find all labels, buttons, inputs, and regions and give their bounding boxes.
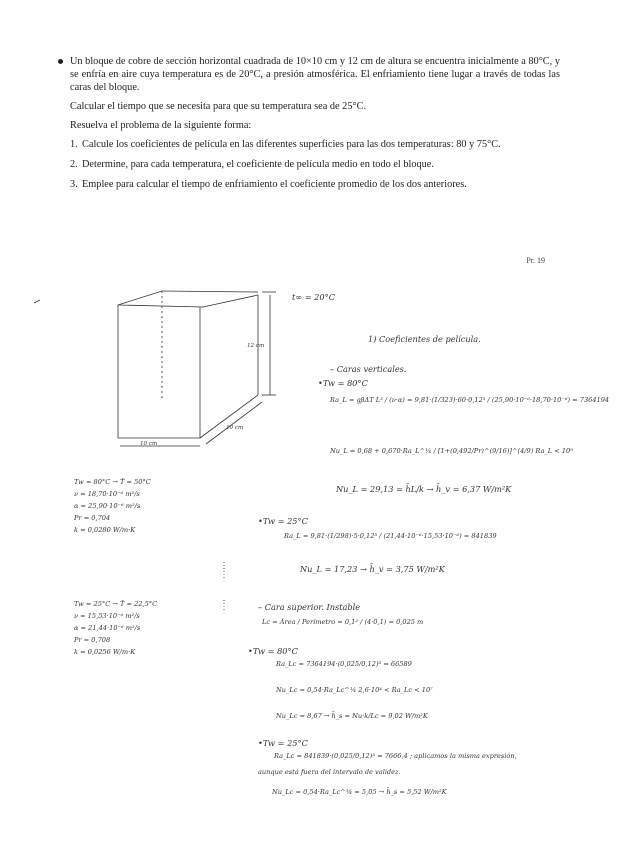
problem-question: Calcular el tiempo que se necesita para que su temperatura sea de 25°C. bbox=[70, 101, 367, 112]
problem-instruction: Resuelva el problema de la siguiente forma: bbox=[70, 120, 252, 131]
tw80-upper-label: •Tw = 80°C bbox=[248, 646, 298, 656]
props-25-line: α = 21,44·10⁻⁶ m²/s bbox=[74, 624, 141, 632]
nusselt-25-result: Nu_L = 17,23 → h̄_v = 3,75 W/m²K bbox=[300, 564, 445, 574]
props-80-line: Tw = 80°C → T̄ = 50°C bbox=[74, 478, 151, 486]
dim-width: 10 cm bbox=[140, 441, 158, 447]
tw80-label: •Tw = 80°C bbox=[318, 378, 368, 388]
t-inf-note: t∞ = 20°C bbox=[292, 292, 335, 302]
props-25-line: k = 0,0256 W/m·K bbox=[74, 648, 136, 656]
nusselt-lc-80-correlation: Nu_Lc = 0,54·Ra_Lc^¼ 2,6·10⁴ < Ra_Lc < 10⁷ bbox=[276, 686, 433, 694]
props-25-line: Tw = 25°C → T̄ = 22,5°C bbox=[74, 600, 158, 608]
step-item: 1. Calcule los coeficientes de película en las diferentes superficies para las dos temperaturas: 80 y 75°C. bbox=[70, 139, 501, 150]
upper-face-title: – Cara superior. Instable bbox=[258, 602, 361, 612]
props-80-line: ν = 18,70·10⁻⁶ m²/s bbox=[74, 490, 140, 498]
props-80-line: k = 0,0280 W/m·K bbox=[74, 526, 136, 534]
char-length: Lc = Área / Perímetro = 0,1² / (4·0,1) = 0,025 m bbox=[262, 618, 424, 626]
rayleigh-lc-25: Ra_Lc = 841839·(0,025/0,12)³ = 7666,4 ; aplicamos la misma expresión, bbox=[274, 752, 517, 760]
vertical-faces-title: – Caras verticales. bbox=[330, 364, 407, 374]
tw25-label: •Tw = 25°C bbox=[258, 516, 308, 526]
rayleigh-80: Ra_L = gβΔT L³ / (ν·α) = 9,81·(1/323)·60·0,12³ / (25,90·10⁻⁶·18,70·10⁻⁶) = 7364194 bbox=[330, 396, 610, 404]
problem-statement: Un bloque de cobre de sección horizontal cuadrada de 10×10 cm y 12 cm de altura se encuentra inicialmente a 80°C, y se enfría en aire cuya temperatura es de 20°C, a presión atmosférica. El enfriamiento tiene lugar a través de todas las caras del bloque. bbox=[70, 56, 560, 93]
nusselt-lc-25-result: Nu_Lc = 0,54·Ra_Lc^¼ = 5,05 → h̄_s = 5,52 W/m²K bbox=[272, 788, 447, 796]
dim-height: 12 cm bbox=[247, 343, 265, 349]
step-item: 3. Emplee para calcular el tiempo de enfriamiento el coeficiente promedio de los dos anteriores. bbox=[70, 179, 467, 190]
rayleigh-25: Ra_L = 9,81·(1/298)·5·0,12³ / (21,44·10⁻⁶·15,53·10⁻⁶) = 841839 bbox=[284, 532, 497, 540]
nusselt-80-result: Nu_L = 29,13 = h̄L/k → h̄_v = 6,37 W/m²K bbox=[336, 484, 512, 494]
props-80-line: α = 25,90·10⁻⁶ m²/s bbox=[74, 502, 141, 510]
rayleigh-lc-80: Ra_Lc = 7364194·(0,025/0,12)³ = 66589 bbox=[276, 660, 412, 668]
page-reference: Pr. 19 bbox=[526, 256, 545, 265]
nusselt-80-correlation: Nu_L = 0,68 + 0,670·Ra_L^¼ / [1+(0,492/Pr)^(9/16)]^(4/9) Ra_L < 10⁹ bbox=[330, 447, 573, 455]
props-25-line: Pr = 0,708 bbox=[74, 636, 111, 644]
nusselt-lc-80-result: Nu_Lc = 8,67 → h̄_s = Nu·k/Lc = 9,02 W/m²K bbox=[276, 712, 428, 720]
step-item: 2. Determine, para cada temperatura, el coeficiente de película medio en todo el bloque. bbox=[70, 159, 434, 170]
dim-depth: 10 cm bbox=[226, 425, 244, 431]
props-25-line: ν = 15,53·10⁻⁶ m²/s bbox=[74, 612, 140, 620]
props-80-line: Pr = 0,704 bbox=[74, 514, 111, 522]
validity-note: aunque está fuera del intervalo de validez. bbox=[258, 768, 401, 776]
tw25-upper-label: •Tw = 25°C bbox=[258, 738, 308, 748]
film-coef-heading: 1) Coeficientes de película. bbox=[368, 334, 481, 344]
